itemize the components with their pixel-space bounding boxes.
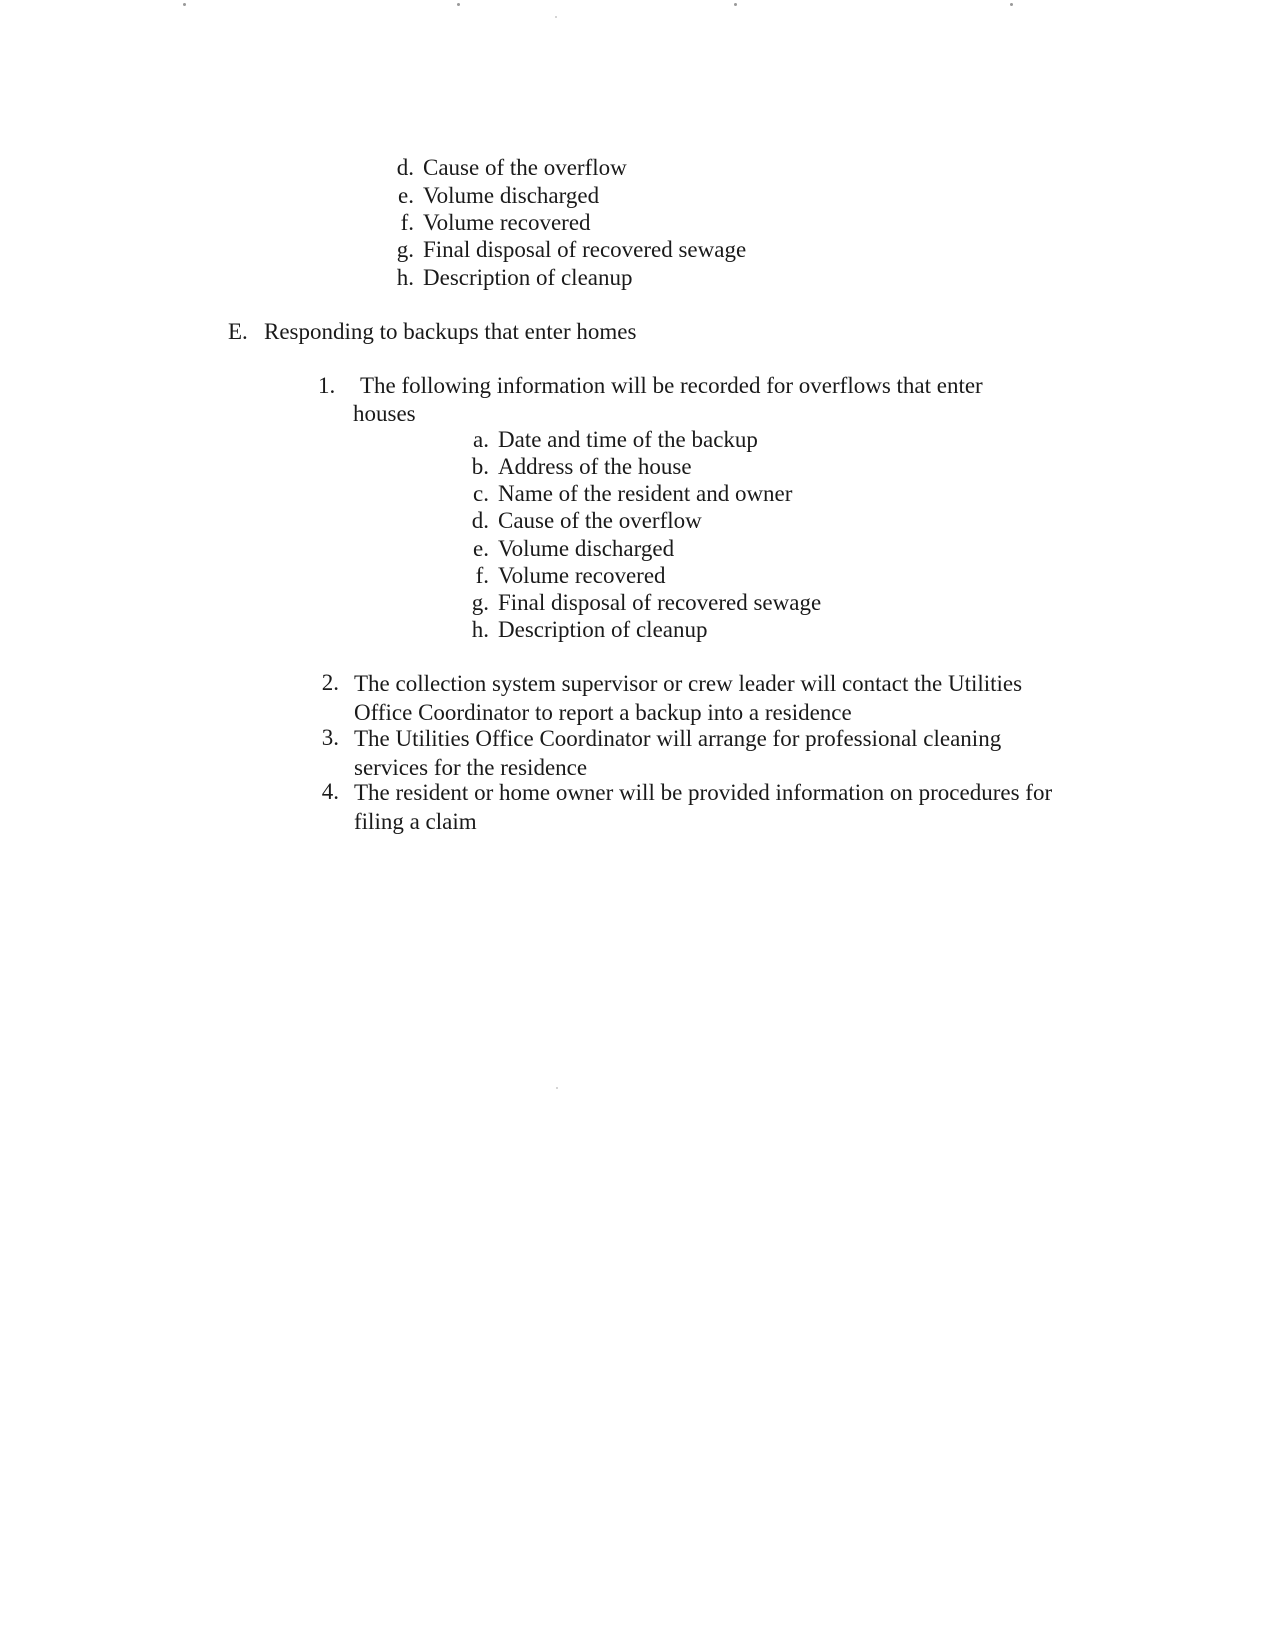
list-text: Cause of the overflow	[498, 508, 702, 533]
list-text: Address of the house	[498, 454, 692, 479]
item-text: The resident or home owner will be provided information on procedures for filing a claim	[354, 780, 1053, 834]
item-marker: 3.	[321, 725, 339, 750]
list-text: Cause of the overflow	[423, 155, 627, 180]
item-text-line2: houses	[353, 401, 416, 426]
list-marker: a.	[473, 427, 489, 452]
list-text: Name of the resident and owner	[498, 481, 793, 506]
list-text: Final disposal of recovered sewage	[498, 590, 822, 615]
list-text: Volume recovered	[423, 210, 591, 235]
scan-speck	[457, 3, 460, 6]
item-marker: 4.	[321, 779, 339, 804]
item-marker: 2.	[321, 670, 339, 695]
item-text: The collection system supervisor or crew leader will contact the Utilities Office Coordinator to report a backup into a residence	[354, 671, 1023, 725]
list-text: Description of cleanup	[423, 265, 633, 290]
list-text: Volume recovered	[498, 563, 666, 588]
list-marker: e.	[398, 183, 414, 208]
list-marker: g.	[396, 237, 414, 262]
list-text: Final disposal of recovered sewage	[423, 237, 747, 262]
list-marker: d.	[471, 508, 489, 533]
scan-speck	[556, 1087, 558, 1089]
scan-speck	[183, 3, 186, 6]
list-marker: h.	[396, 265, 414, 290]
list-text: Volume discharged	[423, 183, 600, 208]
list-marker: b.	[471, 454, 489, 479]
item-marker: 1.	[318, 373, 336, 398]
list-marker: h.	[471, 617, 489, 642]
section-marker: E.	[228, 319, 248, 344]
list-marker: g.	[471, 590, 489, 615]
section-title: Responding to backups that enter homes	[264, 319, 637, 344]
item-text-line1: The following information will be recorded for overflows that enter	[360, 373, 983, 398]
scan-speck	[1010, 3, 1013, 6]
list-marker: e.	[473, 536, 489, 561]
list-text: Description of cleanup	[498, 617, 708, 642]
list-marker: f.	[400, 210, 414, 235]
list-text: Volume discharged	[498, 536, 675, 561]
list-marker: f.	[475, 563, 489, 588]
item-text: The Utilities Office Coordinator will arrange for professional cleaning services for the residence	[354, 726, 1002, 780]
list-text: Date and time of the backup	[498, 427, 758, 452]
list-marker: c.	[473, 481, 489, 506]
scan-speck	[555, 16, 557, 18]
scan-speck	[734, 3, 737, 6]
list-marker: d.	[396, 155, 414, 180]
